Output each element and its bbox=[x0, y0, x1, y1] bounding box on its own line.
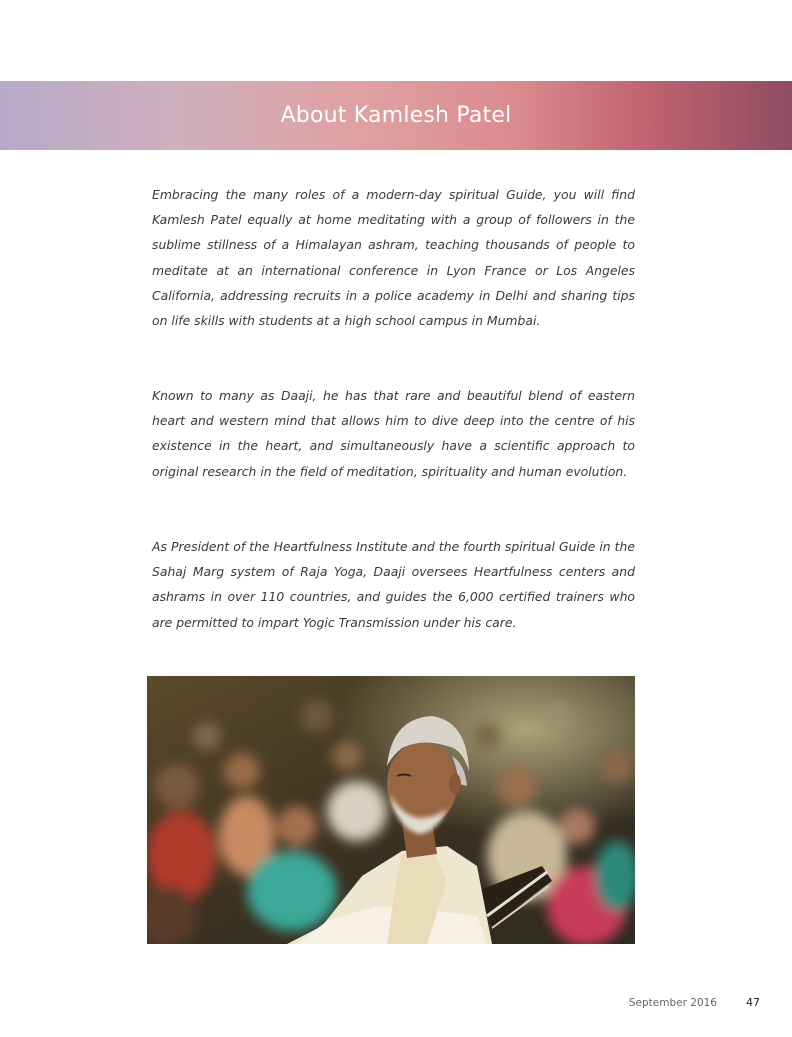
photo-daaji-with-audience bbox=[147, 676, 635, 944]
page-number: 47 bbox=[746, 996, 760, 1009]
page-title: About Kamlesh Patel bbox=[280, 103, 512, 128]
issue-date: September 2016 bbox=[628, 997, 717, 1009]
intro-paragraph: Embracing the many roles of a modern-day spiritual Guide, you will find Kamlesh Patel equally at home meditating with a group of followers in the sublime stillness of a Himalayan ashram, teaching thousands of people to meditate at an international conference in Lyon France or Los Angeles California, addressing recruits in a police academy in Delhi and sharing tips on life skills with students at a high school campus in Mumbai. bbox=[152, 187, 635, 329]
title-banner bbox=[0, 81, 792, 150]
daaji-paragraph: Known to many as Daaji, he has that rare and beautiful blend of eastern heart and western mind that allows him to dive deep into the centre of his existence in the heart, and simultaneously have a scientific approach to original research in the field of meditation, spirituality and human evolution. bbox=[152, 388, 635, 479]
president-paragraph: As President of the Heartfulness Institute and the fourth spiritual Guide in the Sahaj Marg system of Raja Yoga, Daaji oversees Heartfulness centers and ashrams in over 110 countries, and guides the 6,000 certified trainers who are permitted to impart Yogic Transmission under his care. bbox=[152, 539, 635, 630]
